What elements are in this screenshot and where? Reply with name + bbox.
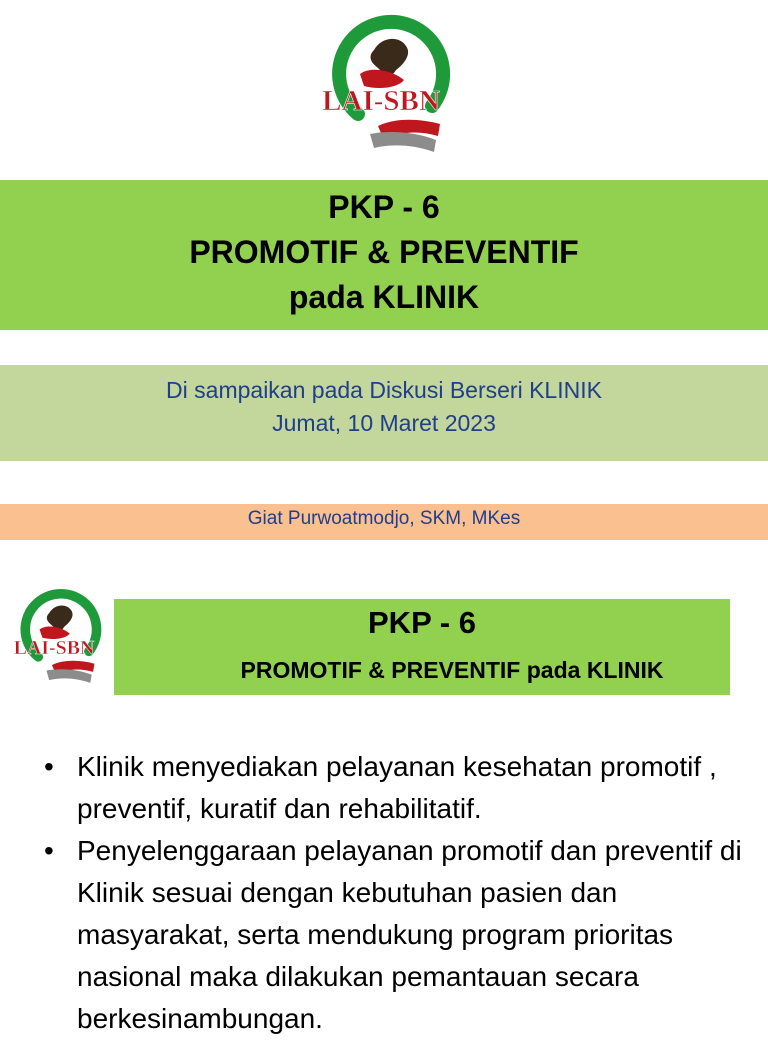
- title-line-1: PKP - 6: [328, 189, 440, 225]
- title-line-3: pada KLINIK: [288, 279, 480, 315]
- subtitle-line-2: Jumat, 10 Maret 2023: [272, 410, 496, 436]
- title-line-2: PROMOTIF & PREVENTIF: [189, 234, 579, 270]
- bullet-marker: •: [44, 751, 54, 782]
- author-band: [0, 504, 768, 540]
- bullet-text: Penyelenggaraan pelayanan promotif dan preventif di Klinik sesuai dengan kebutuhan pasien dan masyarakat, serta mendukung program prioritas nasional maka dilakukan pemantauan secara berkesinambungan.: [77, 835, 742, 1034]
- bullet-marker: •: [44, 835, 54, 866]
- lai-sbn-logo-small: [4, 586, 104, 688]
- bullet-item: [44, 830, 744, 1040]
- bullet-list: [44, 746, 744, 1040]
- title-band: [0, 180, 768, 330]
- lai-sbn-logo: [308, 14, 454, 156]
- logo-small-text: LAI-SBN: [13, 637, 95, 660]
- subtitle-band: [0, 365, 768, 461]
- slide2-header: [114, 599, 730, 695]
- bullet-text: Klinik menyediakan pelayanan kesehatan promotif , preventif, kuratif dan rehabilitatif.: [77, 751, 717, 824]
- slide2-header-line-2: PROMOTIF & PREVENTIF pada KLINIK: [240, 657, 664, 683]
- logo-text: LAI-SBN: [322, 85, 440, 117]
- author-name: Giat Purwoatmodjo, SKM, MKes: [247, 508, 521, 529]
- bullet-item: [44, 746, 744, 830]
- slide2-header-line-1: PKP - 6: [368, 605, 476, 640]
- subtitle-line-1: Di sampaikan pada Diskusi Berseri KLINIK: [166, 377, 602, 403]
